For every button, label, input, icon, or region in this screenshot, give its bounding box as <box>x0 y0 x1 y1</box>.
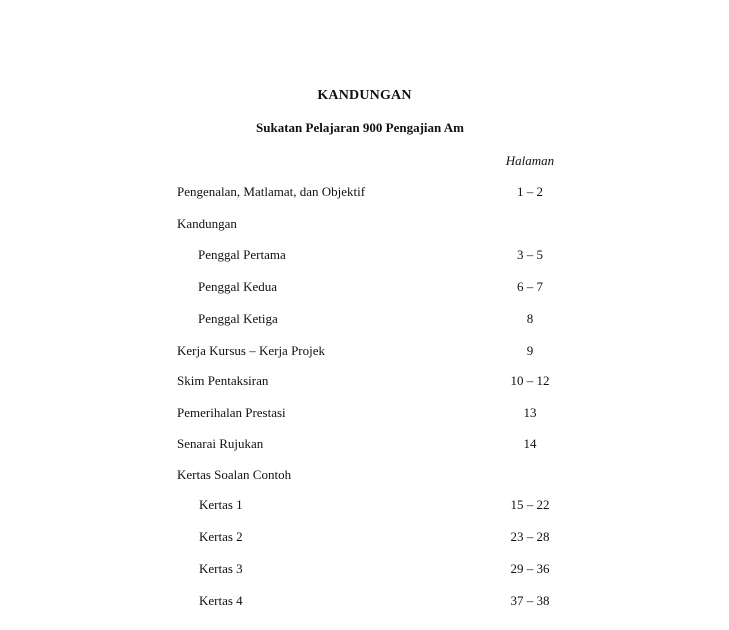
toc-entry-label: Kertas 1 <box>199 497 243 512</box>
toc-entry-pages: 23 – 28 <box>510 529 550 544</box>
toc-entry-kertas-3 <box>177 561 617 579</box>
toc-entry-penggal-kedua <box>177 279 617 297</box>
toc-entry-label: Penggal Kedua <box>198 279 278 294</box>
toc-entry-skim-pentaksiran <box>177 373 617 391</box>
toc-entry-label: Kertas Soalan Contoh <box>177 467 292 482</box>
toc-entry-label: Kertas 2 <box>199 529 243 544</box>
toc-entry-pages: 3 – 5 <box>517 247 543 262</box>
toc-entry-pemerihalan-prestasi <box>177 405 617 423</box>
page-subtitle: Sukatan Pelajaran 900 Pengajian Am <box>256 120 465 135</box>
toc-entry-pages: 14 <box>523 436 537 451</box>
toc-entry-pages: 1 – 2 <box>517 184 543 199</box>
toc-entry-kertas-1 <box>177 497 617 515</box>
toc-entry-label: Kertas 3 <box>199 561 243 576</box>
toc-entry-kertas-4 <box>177 593 617 611</box>
page-title: KANDUNGAN <box>317 88 412 103</box>
toc-entry-kertas-soalan-contoh <box>177 467 617 485</box>
toc-entry-label: Pengenalan, Matlamat, dan Objektif <box>177 184 366 199</box>
toc-entry-pages: 13 <box>523 405 537 420</box>
toc-entry-pages: 8 <box>526 311 534 326</box>
toc-entry-label: Kerja Kursus – Kerja Projek <box>177 343 326 358</box>
toc-entry-pengenalan <box>177 184 617 202</box>
toc-entry-label: Kertas 4 <box>199 593 243 608</box>
toc-entry-pages: 37 – 38 <box>510 593 550 608</box>
toc-entry-pages: 9 <box>526 343 534 358</box>
toc-entry-kandungan <box>177 216 617 234</box>
toc-entry-label: Penggal Ketiga <box>198 311 278 326</box>
toc-entry-label: Skim Pentaksiran <box>177 373 269 388</box>
toc-entry-label: Kandungan <box>177 216 237 231</box>
toc-entry-pages: 29 – 36 <box>510 561 550 576</box>
toc-entry-pages: 6 – 7 <box>517 279 543 294</box>
toc-entry-label: Penggal Pertama <box>198 247 286 262</box>
toc-entry-kertas-2 <box>177 529 617 547</box>
toc-entry-pages: 15 – 22 <box>510 497 550 512</box>
toc-entry-penggal-ketiga <box>177 311 617 329</box>
toc-entry-senarai-rujukan <box>177 436 617 454</box>
toc-entry-kerja-kursus <box>177 343 617 361</box>
pages-column-header: Halaman <box>505 153 555 168</box>
toc-entry-penggal-pertama <box>177 247 617 265</box>
toc-entry-label: Senarai Rujukan <box>177 436 264 451</box>
toc-entry-label: Pemerihalan Prestasi <box>177 405 286 420</box>
toc-entry-pages: 10 – 12 <box>510 373 550 388</box>
